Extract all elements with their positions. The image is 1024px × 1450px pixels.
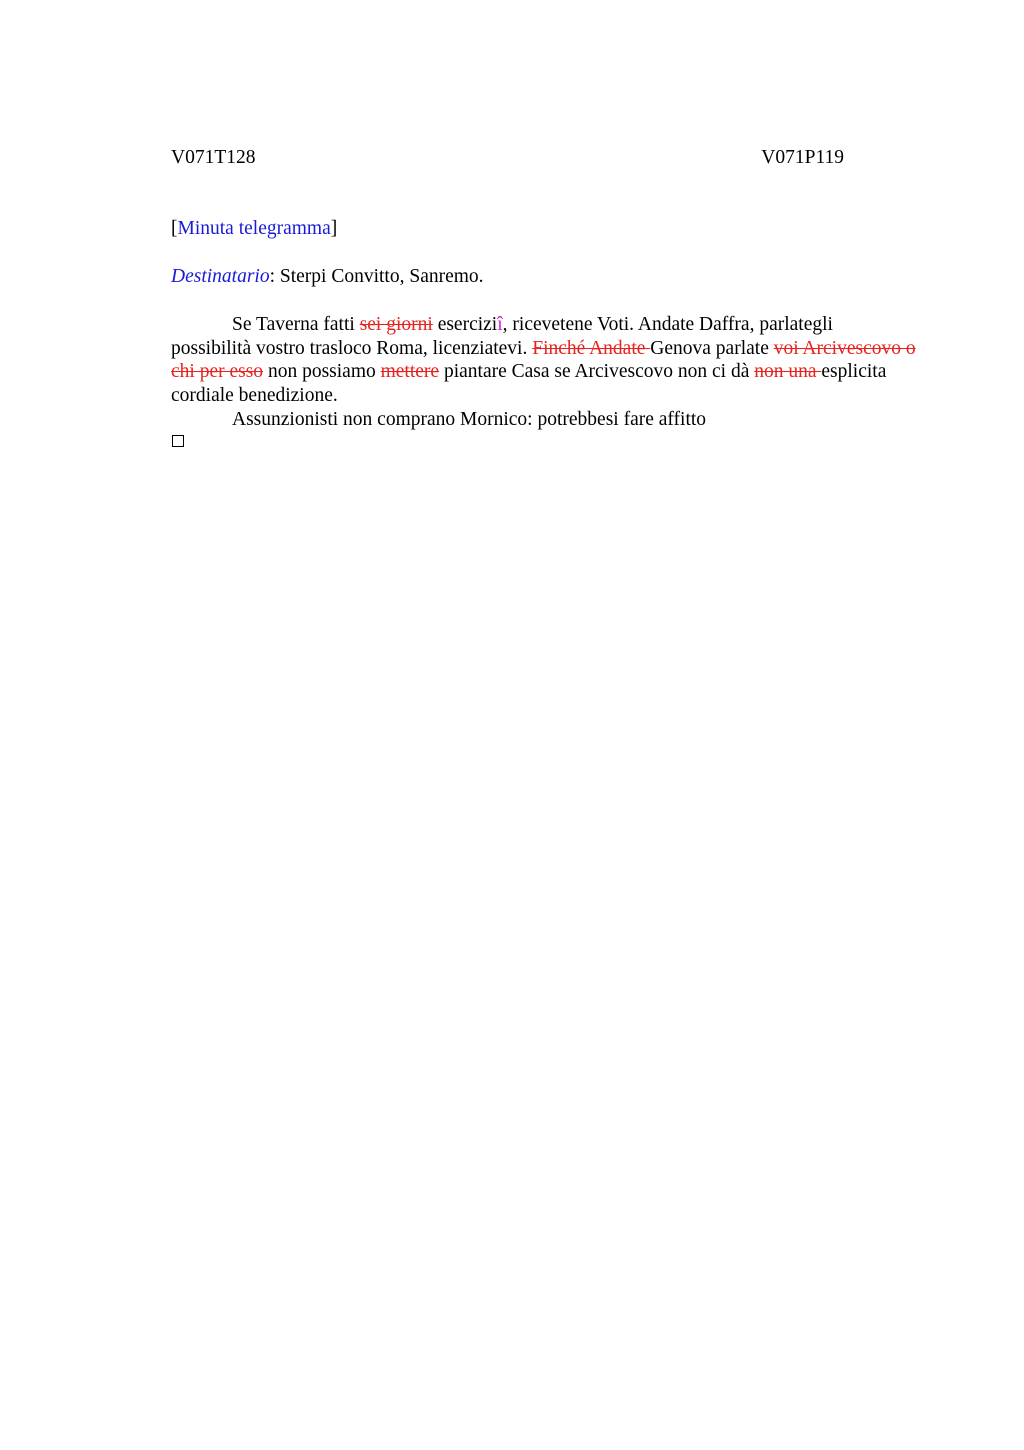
body-text-segment: Genova parlate xyxy=(650,337,774,359)
deleted-text: sei giorni xyxy=(359,314,433,335)
deleted-text: voi Arcivescovo o chi per esso xyxy=(171,337,916,383)
body-paragraph-2: Assunzionisti non comprano Mornico: potrebbesi fare affitto xyxy=(232,408,707,430)
recipient-label: Destinatario xyxy=(171,266,270,287)
body-text-segment: esplicita cordiale benedizione. xyxy=(171,361,887,407)
recipient-separator: : xyxy=(269,266,276,287)
deleted-text: Finché Andate xyxy=(532,337,651,359)
body-text-segment: non possiamo xyxy=(263,361,381,383)
body-text-segment: , ricevetene Voti. Andate Daffra, parlategli possibilità vostro trasloco Roma, licenziatevi. xyxy=(171,314,833,359)
inserted-text: î xyxy=(497,314,503,335)
deleted-text: mettere xyxy=(380,361,440,383)
body-text-segment: Se Taverna fatti xyxy=(232,314,360,335)
document-code-right: V071P119 xyxy=(761,147,844,168)
deleted-text: non una xyxy=(754,361,822,383)
square-outline-icon xyxy=(172,435,184,447)
document-code-left: V071T128 xyxy=(171,147,256,168)
body-text-segment: piantare Casa se Arcivescovo non ci dà xyxy=(439,361,755,383)
recipient-line xyxy=(171,266,484,288)
document-type xyxy=(171,218,337,240)
body-paragraph-1 xyxy=(171,313,916,408)
body-text-segment: esercizi xyxy=(432,314,498,335)
bracket-close: ] xyxy=(330,218,338,239)
bracket-open: [ xyxy=(171,218,178,239)
recipient-value: Sterpi Convitto, Sanremo. xyxy=(275,266,484,287)
telegram-body xyxy=(171,313,916,432)
document-type-label: Minuta telegramma xyxy=(177,218,331,239)
